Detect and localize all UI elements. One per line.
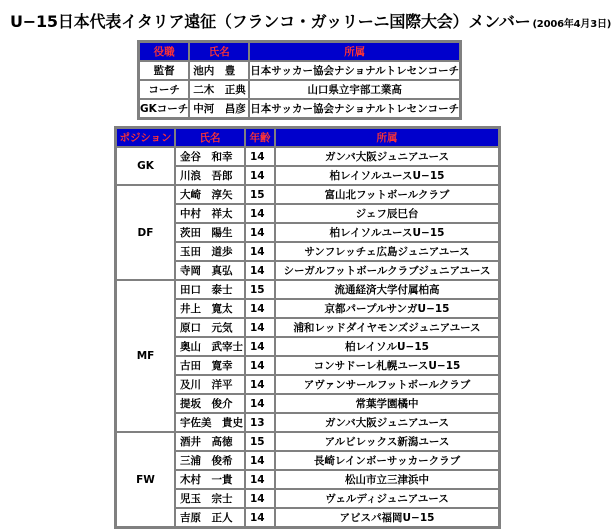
player-age: 14 (245, 337, 275, 356)
staff-affiliation: 山口県立宇部工業高 (249, 80, 460, 99)
player-name: 中村 祥太 (175, 204, 245, 223)
player-name: 井上 寛太 (175, 299, 245, 318)
player-club: アヴァンサールフットボールクラブ (275, 375, 499, 394)
player-age: 14 (245, 299, 275, 318)
player-age: 14 (245, 451, 275, 470)
players-header-row (116, 128, 499, 147)
player-club: サンフレッチェ広島ジュニアユース (275, 242, 499, 261)
player-club: ガンバ大阪ジュニアユース (275, 413, 499, 432)
player-club: コンサドーレ札幌ユースU−15 (275, 356, 499, 375)
player-age: 14 (245, 356, 275, 375)
players-header-age: 年齢 (245, 128, 275, 147)
player-age: 14 (245, 318, 275, 337)
player-club: 柏レイソルユースU−15 (275, 223, 499, 242)
staff-header-row (139, 42, 460, 61)
staff-header-role: 役職 (139, 42, 189, 61)
player-club: 柏レイソルユースU−15 (275, 166, 499, 185)
staff-role: コーチ (139, 80, 189, 99)
position-cell: FW (116, 432, 175, 527)
player-age: 14 (245, 508, 275, 527)
player-name: 児玉 宗士 (175, 489, 245, 508)
player-name: 吉原 正人 (175, 508, 245, 527)
player-name: 大崎 淳矢 (175, 185, 245, 204)
players-table (114, 126, 501, 529)
player-club: ガンバ大阪ジュニアユース (275, 147, 499, 166)
position-cell: MF (116, 280, 175, 432)
staff-role: 監督 (139, 61, 189, 80)
player-age: 14 (245, 375, 275, 394)
staff-role: GKコーチ (139, 99, 189, 118)
player-name: 木村 一貴 (175, 470, 245, 489)
page-title (10, 9, 611, 32)
player-name: 三浦 俊希 (175, 451, 245, 470)
player-age: 14 (245, 261, 275, 280)
player-name: 金谷 和幸 (175, 147, 245, 166)
staff-name: 二木 正典 (189, 80, 249, 99)
player-club: ジェフ辰巳台 (275, 204, 499, 223)
player-club: 柏レイソルU−15 (275, 337, 499, 356)
player-age: 14 (245, 242, 275, 261)
player-age: 14 (245, 470, 275, 489)
player-name: 古田 寛幸 (175, 356, 245, 375)
player-name: 川浪 吾郎 (175, 166, 245, 185)
staff-name: 中河 昌彦 (189, 99, 249, 118)
staff-header-name: 氏名 (189, 42, 249, 61)
player-age: 13 (245, 413, 275, 432)
player-name: 提坂 俊介 (175, 394, 245, 413)
players-table-body (116, 128, 499, 527)
player-club: 長崎レインボーサッカークラブ (275, 451, 499, 470)
player-name: 奥山 武宰士 (175, 337, 245, 356)
player-age: 14 (245, 394, 275, 413)
player-club: 京都パープルサンガU−15 (275, 299, 499, 318)
title-date: (2006年4月3日) (532, 19, 611, 30)
player-row (116, 185, 499, 204)
player-name: 原口 元気 (175, 318, 245, 337)
players-header-name: 氏名 (175, 128, 245, 147)
player-age: 15 (245, 432, 275, 451)
staff-header-affiliation: 所属 (249, 42, 460, 61)
player-club: シーガルフットボールクラブジュニアユース (275, 261, 499, 280)
player-row (116, 280, 499, 299)
player-age: 14 (245, 489, 275, 508)
staff-name: 池内 豊 (189, 61, 249, 80)
staff-affiliation: 日本サッカー協会ナショナルトレセンコーチ (249, 99, 460, 118)
player-age: 14 (245, 223, 275, 242)
staff-table-body (139, 42, 460, 118)
player-age: 14 (245, 166, 275, 185)
player-row (116, 147, 499, 166)
player-name: 玉田 道歩 (175, 242, 245, 261)
player-club: ヴェルディジュニアユース (275, 489, 499, 508)
player-name: 寺岡 真弘 (175, 261, 245, 280)
position-cell: GK (116, 147, 175, 185)
player-name: 宇佐美 貴史 (175, 413, 245, 432)
player-name: 及川 洋平 (175, 375, 245, 394)
staff-row (139, 61, 460, 80)
players-header-club: 所属 (275, 128, 499, 147)
player-row (116, 432, 499, 451)
title-text: U−15日本代表イタリア遠征（フランコ・ガッリーニ国際大会）メンバー (10, 12, 531, 31)
player-club: 常葉学園橘中 (275, 394, 499, 413)
player-age: 14 (245, 204, 275, 223)
position-cell: DF (116, 185, 175, 280)
player-age: 14 (245, 147, 275, 166)
staff-row (139, 99, 460, 118)
players-header-position: ポジション (116, 128, 175, 147)
player-club: アビスパ福岡U−15 (275, 508, 499, 527)
player-name: 田口 泰士 (175, 280, 245, 299)
player-club: 浦和レッドダイヤモンズジュニアユース (275, 318, 499, 337)
player-club: 流通経済大学付属柏高 (275, 280, 499, 299)
player-age: 15 (245, 185, 275, 204)
staff-row (139, 80, 460, 99)
player-club: 松山市立三津浜中 (275, 470, 499, 489)
player-club: アルビレックス新潟ユース (275, 432, 499, 451)
player-name: 茨田 陽生 (175, 223, 245, 242)
player-name: 酒井 高徳 (175, 432, 245, 451)
staff-table (137, 40, 462, 120)
player-age: 15 (245, 280, 275, 299)
player-club: 富山北フットボールクラブ (275, 185, 499, 204)
staff-affiliation: 日本サッカー協会ナショナルトレセンコーチ (249, 61, 460, 80)
